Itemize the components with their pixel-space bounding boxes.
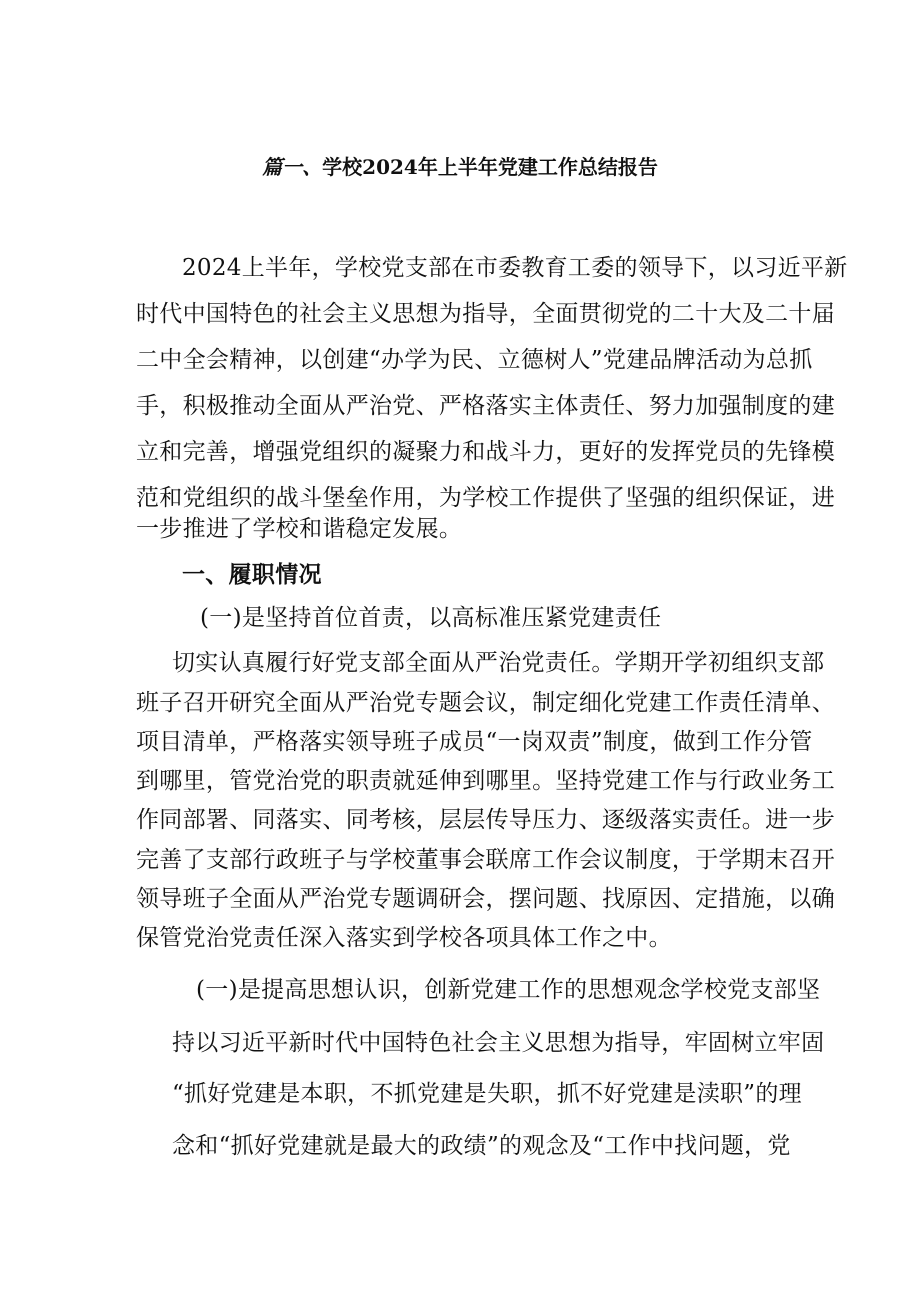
paragraph-2-line: 项目清单，严格落实领导班子成员“一岗双责”制度，做到工作分管 bbox=[136, 729, 813, 755]
paragraph-1-line: 时代中国特色的社会主义思想为指导，全面贯彻党的二十大及二十届 bbox=[136, 301, 835, 327]
section-heading: 一、履职情况 bbox=[182, 561, 322, 588]
paragraph-1-line: 二中全会精神，以创建“办学为民、立德树人”党建品牌活动为总抓 bbox=[136, 347, 813, 373]
paragraph-3-line: 持以习近平新时代中国特色社会主义思想为指导，牢固树立牢固 bbox=[172, 1030, 825, 1056]
paragraph-2-line: 作同部署、同落实、同考核，层层传导压力、逐级落实责任。进一步 bbox=[136, 807, 835, 833]
paragraph-3-line: “抓好党建是本职，不抓党建是失职，抓不好党建是渎职”的理 bbox=[172, 1081, 802, 1107]
paragraph-2-line: 班子召开研究全面从严治党专题会议，制定细化党建工作责任清单、 bbox=[136, 690, 835, 716]
subsection-heading: (一)是坚持首位首责，以高标准压紧党建责任 bbox=[200, 605, 662, 631]
paragraph-2-line: 保管党治党责任深入落实到学校各项具体工作之中。 bbox=[136, 925, 672, 951]
paragraph-1-line: 一步推进了学校和谐稳定发展。 bbox=[136, 516, 463, 542]
paragraph-2-line: 到哪里，管党治党的职责就延伸到哪里。坚持党建工作与行政业务工 bbox=[136, 768, 835, 794]
paragraph-2-line: 领导班子全面从严治党专题调研会，摆问题、找原因、定措施，以确 bbox=[136, 886, 835, 912]
paragraph-3-line: 念和“抓好党建就是最大的政绩”的观念及“工作中找问题，党 bbox=[172, 1133, 791, 1159]
paragraph-1-line: 立和完善，增强党组织的凝聚力和战斗力，更好的发挥党员的先锋模 bbox=[136, 439, 835, 465]
title-lead: 篇一、 bbox=[262, 155, 323, 179]
paragraph-2-line: 完善了支部行政班子与学校董事会联席工作会议制度，于学期末召开 bbox=[136, 847, 835, 873]
paragraph-1-line: 手，积极推动全面从严治党、严格落实主体责任、努力加强制度的建 bbox=[136, 393, 835, 419]
document-title bbox=[0, 152, 920, 182]
paragraph-2-line: 切实认真履行好党支部全面从严治党责任。学期开学初组织支部 bbox=[172, 650, 825, 676]
paragraph-3-line: (一)是提高思想认识，创新党建工作的思想观念学校党支部坚 bbox=[196, 977, 821, 1003]
paragraph-1-line: 2024上半年，学校党支部在市委教育工委的领导下，以习近平新 bbox=[182, 255, 848, 281]
paragraph-1-line: 范和党组织的战斗堡垒作用，为学校工作提供了坚强的组织保证，进 bbox=[136, 485, 835, 511]
title-text: 学校2024年上半年党建工作总结报告 bbox=[322, 155, 658, 179]
